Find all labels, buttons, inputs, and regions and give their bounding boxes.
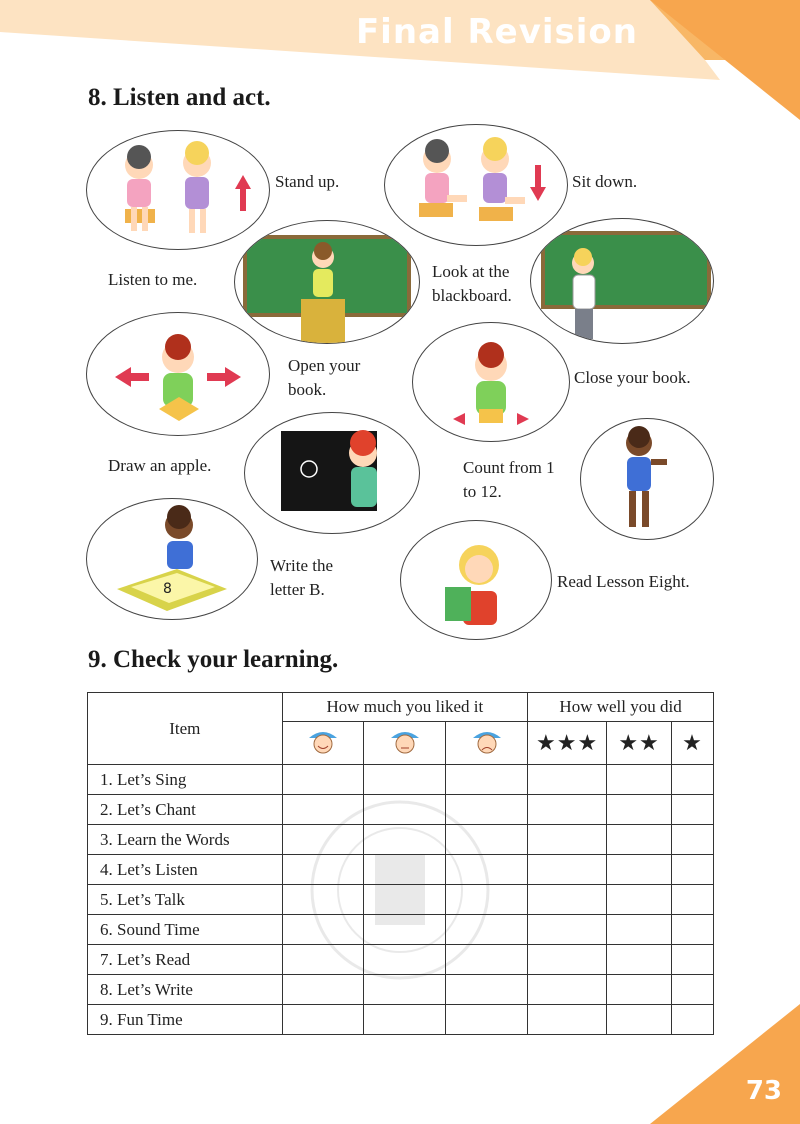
check-cell[interactable] bbox=[528, 765, 607, 795]
row-item: 3. Learn the Words bbox=[88, 825, 283, 855]
check-cell[interactable] bbox=[364, 825, 446, 855]
check-cell[interactable] bbox=[282, 885, 364, 915]
check-cell[interactable] bbox=[528, 795, 607, 825]
read-lesson-illustration bbox=[400, 520, 552, 640]
row-item: 8. Let’s Write bbox=[88, 975, 283, 1005]
check-cell[interactable] bbox=[672, 915, 714, 945]
check-cell[interactable] bbox=[607, 825, 672, 855]
row-item: 1. Let’s Sing bbox=[88, 765, 283, 795]
happy-face-icon bbox=[282, 722, 364, 765]
check-cell[interactable] bbox=[282, 915, 364, 945]
sit-down-illustration bbox=[384, 124, 568, 246]
check-cell[interactable] bbox=[364, 915, 446, 945]
check-cell[interactable] bbox=[672, 825, 714, 855]
three-stars-icon: ★★★ bbox=[528, 722, 607, 765]
item-header: Item bbox=[88, 693, 283, 765]
caption-read: Read Lesson Eight. bbox=[557, 572, 690, 591]
table-row bbox=[88, 765, 714, 795]
check-cell[interactable] bbox=[528, 855, 607, 885]
one-star-icon: ★ bbox=[672, 722, 714, 765]
page-number: 73 bbox=[745, 1076, 782, 1106]
count-illustration bbox=[580, 418, 714, 540]
table-row bbox=[88, 1005, 714, 1035]
caption-stand-up: Stand up. bbox=[275, 172, 340, 191]
section-9-title: 9. Check your learning. bbox=[88, 646, 339, 673]
check-cell[interactable] bbox=[528, 885, 607, 915]
check-cell[interactable] bbox=[446, 765, 528, 795]
check-cell[interactable] bbox=[364, 885, 446, 915]
check-cell[interactable] bbox=[607, 855, 672, 885]
check-cell[interactable] bbox=[364, 975, 446, 1005]
check-cell[interactable] bbox=[282, 825, 364, 855]
table-row bbox=[88, 855, 714, 885]
neutral-face-icon bbox=[364, 722, 446, 765]
check-cell[interactable] bbox=[607, 795, 672, 825]
check-cell[interactable] bbox=[364, 795, 446, 825]
check-cell[interactable] bbox=[364, 765, 446, 795]
check-cell[interactable] bbox=[607, 945, 672, 975]
check-cell[interactable] bbox=[446, 855, 528, 885]
row-item: 5. Let’s Talk bbox=[88, 885, 283, 915]
check-cell[interactable] bbox=[607, 915, 672, 945]
write-letter-illustration bbox=[86, 498, 258, 620]
open-book-illustration bbox=[86, 312, 270, 436]
caption-look: Look at the blackboard. bbox=[432, 262, 512, 305]
page-corner bbox=[650, 1004, 800, 1124]
table-row bbox=[88, 945, 714, 975]
sad-face-icon bbox=[446, 722, 528, 765]
check-cell[interactable] bbox=[446, 885, 528, 915]
check-cell[interactable] bbox=[282, 945, 364, 975]
check-cell[interactable] bbox=[282, 975, 364, 1005]
check-cell[interactable] bbox=[607, 885, 672, 915]
check-cell[interactable] bbox=[282, 795, 364, 825]
header-title: Final Revision bbox=[355, 12, 638, 52]
row-item: 4. Let’s Listen bbox=[88, 855, 283, 885]
row-item: 6. Sound Time bbox=[88, 915, 283, 945]
check-cell[interactable] bbox=[364, 945, 446, 975]
check-learning-table bbox=[87, 692, 714, 1035]
close-book-illustration bbox=[412, 322, 570, 442]
liked-header: How much you liked it bbox=[282, 693, 528, 722]
check-cell[interactable] bbox=[364, 1005, 446, 1035]
check-cell[interactable] bbox=[446, 975, 528, 1005]
check-cell[interactable] bbox=[528, 825, 607, 855]
row-item: 9. Fun Time bbox=[88, 1005, 283, 1035]
caption-write: Write the letter B. bbox=[270, 556, 334, 599]
table-row bbox=[88, 975, 714, 1005]
check-cell[interactable] bbox=[672, 885, 714, 915]
check-cell[interactable] bbox=[446, 825, 528, 855]
check-cell[interactable] bbox=[282, 1005, 364, 1035]
check-cell[interactable] bbox=[528, 915, 607, 945]
caption-close-book: Close your book. bbox=[574, 368, 691, 387]
check-cell[interactable] bbox=[446, 915, 528, 945]
check-cell[interactable] bbox=[528, 975, 607, 1005]
two-stars-icon: ★★ bbox=[607, 722, 672, 765]
caption-count: Count from 1 to 12. bbox=[463, 458, 555, 501]
check-cell[interactable] bbox=[672, 945, 714, 975]
check-cell[interactable] bbox=[528, 1005, 607, 1035]
row-item: 2. Let’s Chant bbox=[88, 795, 283, 825]
svg-text:8: 8 bbox=[163, 581, 172, 597]
caption-sit-down: Sit down. bbox=[572, 172, 638, 191]
check-cell[interactable] bbox=[672, 975, 714, 1005]
stand-up-illustration bbox=[86, 130, 270, 250]
table-row bbox=[88, 795, 714, 825]
look-blackboard-illustration bbox=[530, 218, 714, 344]
check-cell[interactable] bbox=[672, 795, 714, 825]
table-row bbox=[88, 915, 714, 945]
caption-listen: Listen to me. bbox=[108, 270, 198, 289]
caption-open-book: Open your book. bbox=[288, 356, 361, 399]
check-cell[interactable] bbox=[446, 795, 528, 825]
check-cell[interactable] bbox=[364, 855, 446, 885]
check-cell[interactable] bbox=[282, 765, 364, 795]
check-cell[interactable] bbox=[446, 945, 528, 975]
table-row bbox=[88, 885, 714, 915]
check-cell[interactable] bbox=[446, 1005, 528, 1035]
check-cell[interactable] bbox=[607, 975, 672, 1005]
check-cell[interactable] bbox=[672, 855, 714, 885]
table-row bbox=[88, 825, 714, 855]
row-item: 7. Let’s Read bbox=[88, 945, 283, 975]
section-8-title: 8. Listen and act. bbox=[88, 84, 271, 111]
draw-apple-illustration bbox=[244, 412, 420, 534]
check-cell[interactable] bbox=[282, 855, 364, 885]
did-header: How well you did bbox=[528, 693, 714, 722]
listen-illustration bbox=[234, 220, 420, 344]
check-cell[interactable] bbox=[607, 765, 672, 795]
check-cell[interactable] bbox=[528, 945, 607, 975]
check-cell[interactable] bbox=[672, 765, 714, 795]
caption-draw: Draw an apple. bbox=[108, 456, 212, 475]
